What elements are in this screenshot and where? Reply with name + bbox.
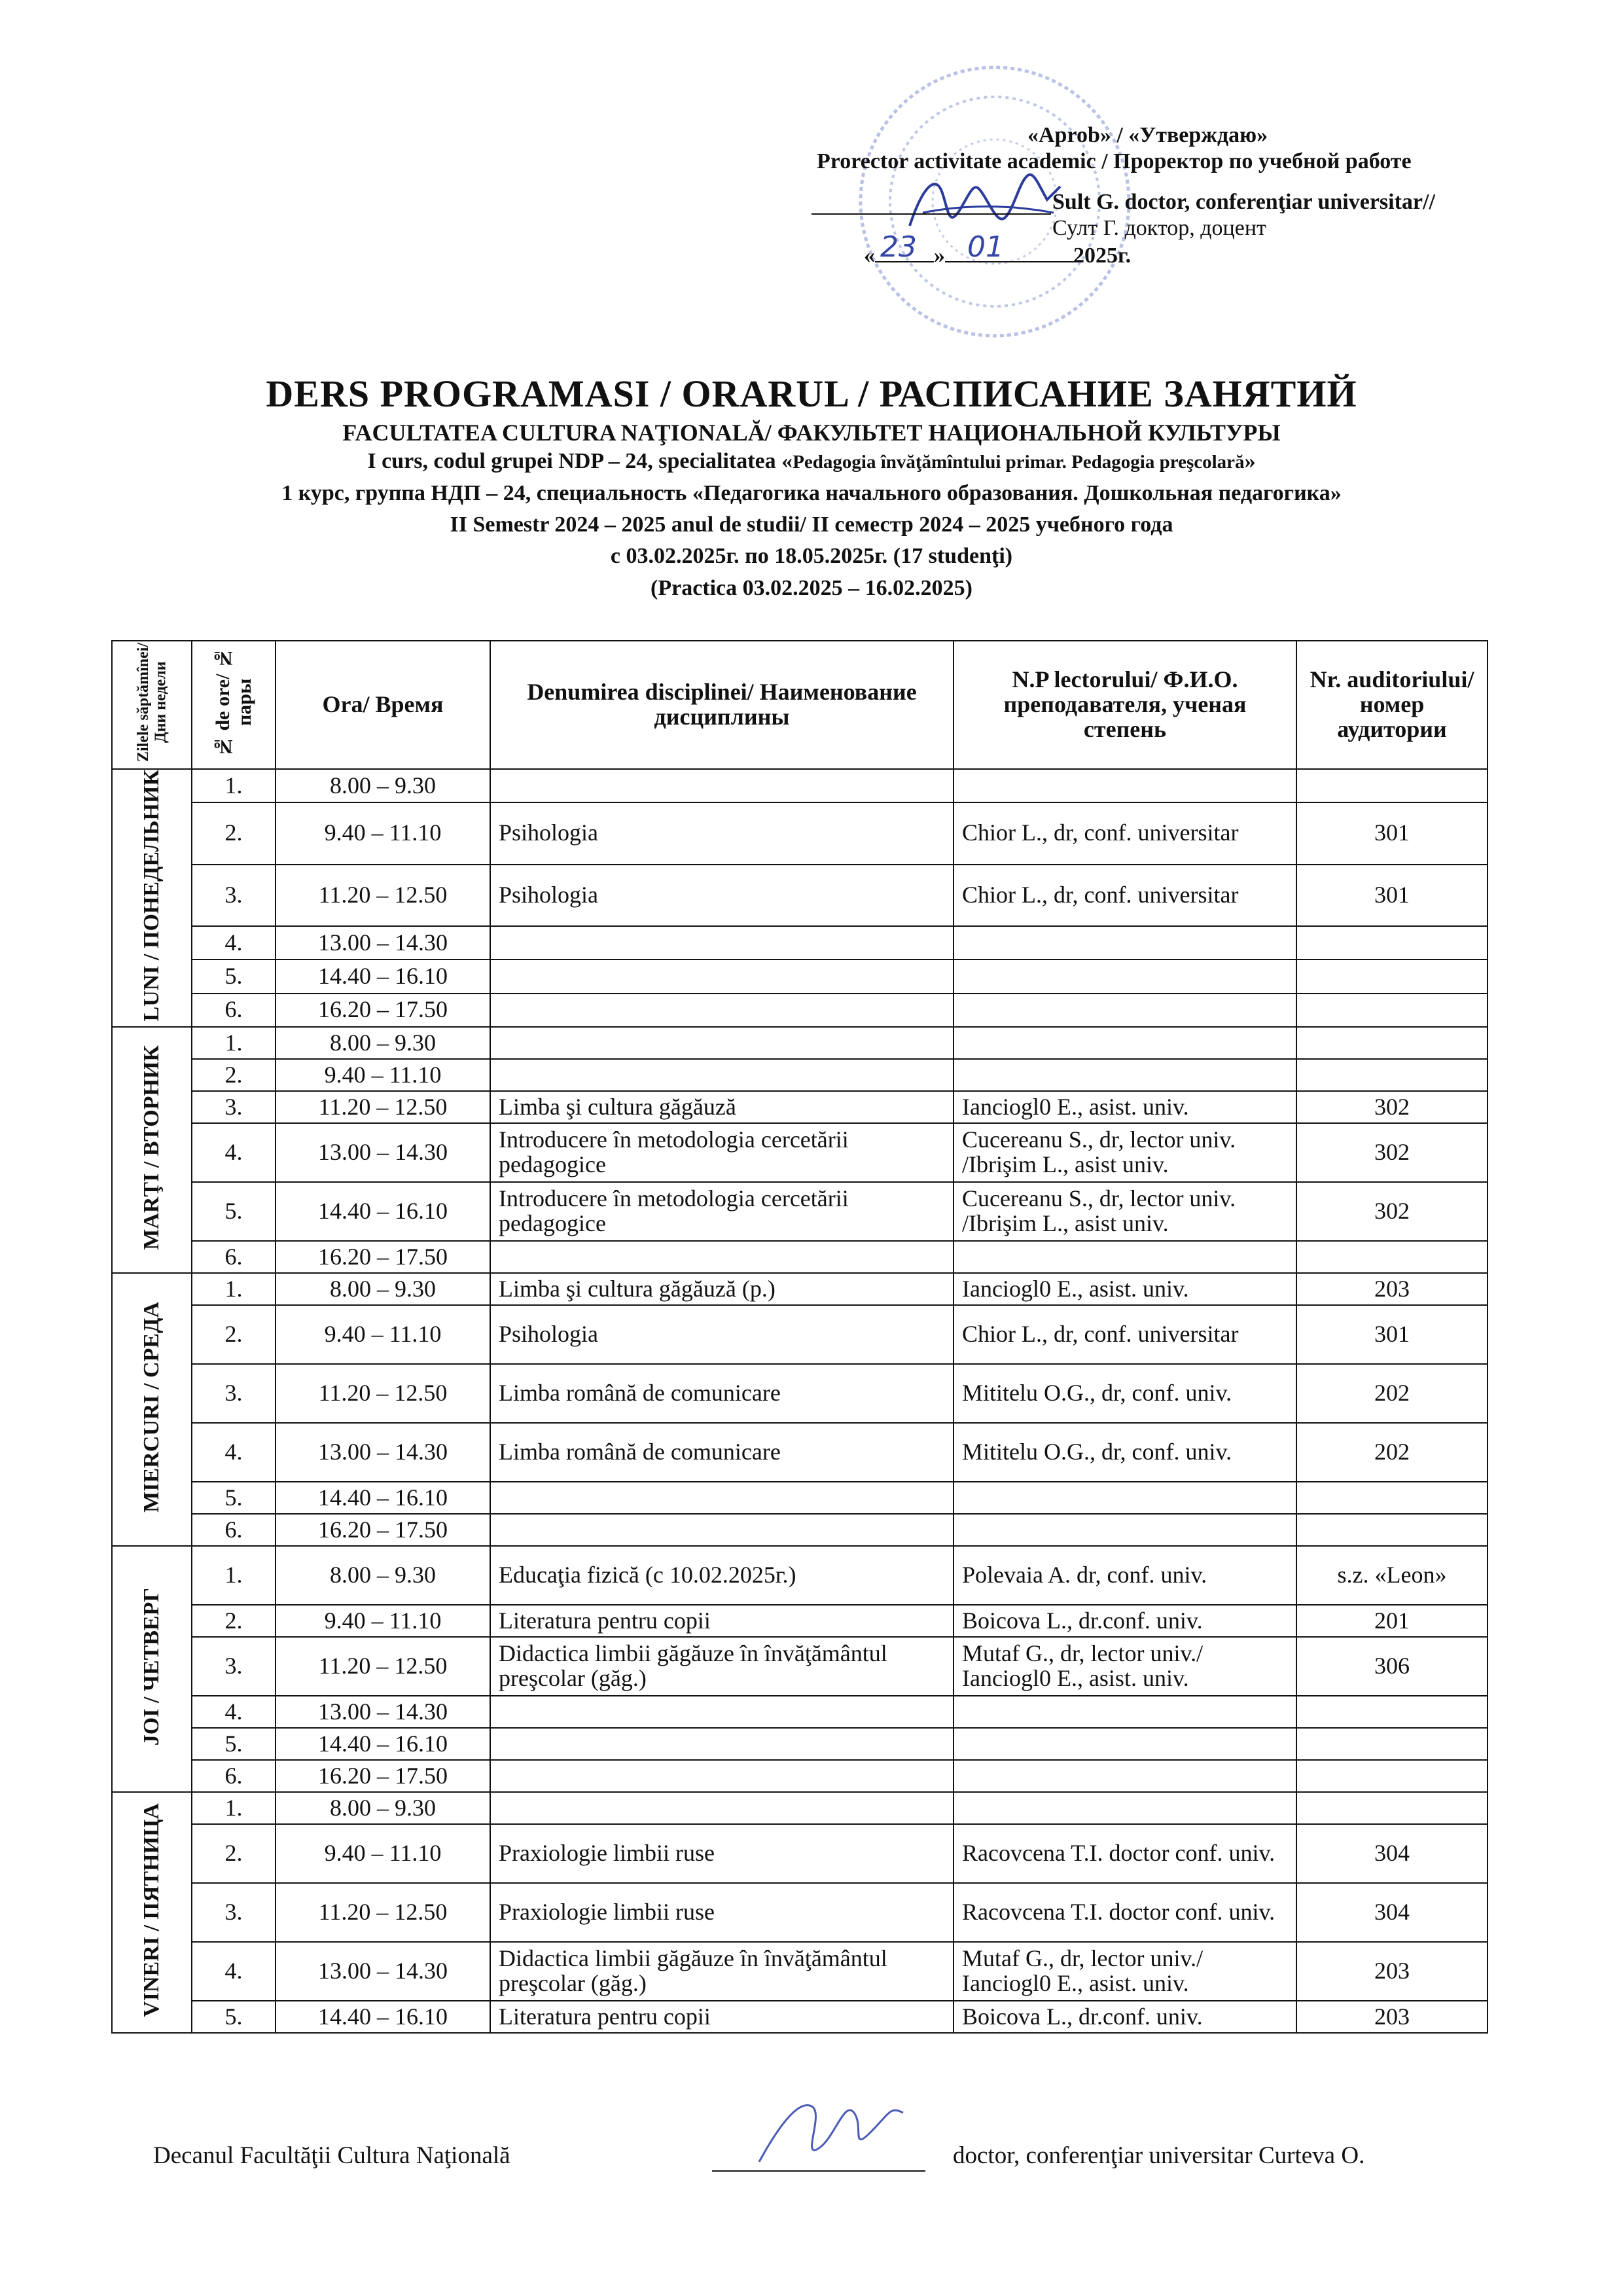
pair-time: 9.40 – 11.10 (276, 1605, 490, 1637)
pair-time: 8.00 – 9.30 (276, 1792, 490, 1824)
discipline-cell: Introducere în metodologia cercetării pedagogice (490, 1182, 954, 1241)
pair-time: 11.20 – 12.50 (276, 1883, 490, 1942)
lecturer-cell (954, 1482, 1296, 1514)
discipline-cell (490, 1696, 954, 1728)
pair-number: 6. (192, 1241, 276, 1273)
header-nr: № de ore/ № пары (192, 641, 276, 769)
pair-number: 4. (192, 1123, 276, 1182)
lecturer-cell: Mutaf G., dr, lector univ./ Ianciogl0 E., asist. univ. (954, 1942, 1296, 2001)
pair-time: 16.20 – 17.50 (276, 994, 490, 1027)
lecturer-cell (954, 1728, 1296, 1760)
pair-time: 11.20 – 12.50 (276, 1364, 490, 1423)
prorector-name-ru: Султ Г. доктор, доцент (1052, 216, 1266, 240)
pair-number: 3. (192, 865, 276, 926)
table-row (112, 994, 1488, 1027)
pair-number: 6. (192, 1514, 276, 1546)
approval-year: 2025г. (1073, 243, 1132, 268)
room-cell (1296, 1514, 1488, 1546)
table-row (112, 1273, 1488, 1305)
semester-line: II Semestr 2024 – 2025 anul de studii/ II семестр 2024 – 2025 учебного года (450, 512, 1173, 537)
lecturer-cell (954, 1514, 1296, 1546)
table-row (112, 1514, 1488, 1546)
pair-time: 14.40 – 16.10 (276, 1728, 490, 1760)
pair-number: 5. (192, 1482, 276, 1514)
faculty-name: FACULTATEA CULTURA NAŢIONALĂ/ ФАКУЛЬТЕТ НАЦИОНАЛЬНОЙ КУЛЬТУРЫ (342, 420, 1281, 446)
table-row (112, 1059, 1488, 1091)
pair-number: 1. (192, 1027, 276, 1059)
discipline-cell: Praxiologie limbii ruse (490, 1824, 954, 1883)
discipline-cell: Literatura pentru copii (490, 1605, 954, 1637)
pair-number: 1. (192, 1546, 276, 1605)
pair-time: 11.20 – 12.50 (276, 1637, 490, 1696)
discipline-cell: Psihologia (490, 802, 954, 864)
discipline-cell: Limba română de comunicare (490, 1423, 954, 1482)
discipline-cell: Didactica limbii găgăuze în învăţământul preşcolar (găg.) (490, 1637, 954, 1696)
table-row (112, 960, 1488, 993)
room-cell: 304 (1296, 1883, 1488, 1942)
lecturer-cell: Ianciogl0 E., asist. univ. (954, 1091, 1296, 1123)
room-cell (1296, 1760, 1488, 1792)
schedule-table (111, 640, 1488, 2034)
lecturer-cell: Racovcena T.I. doctor conf. univ. (954, 1824, 1296, 1883)
day-name: VINERI / ПЯТНИЦА (139, 1803, 164, 2017)
pair-number: 2. (192, 1824, 276, 1883)
lecturer-cell: Cucereanu S., dr, lector univ. /Ibrişim L., asist univ. (954, 1123, 1296, 1182)
pair-time: 9.40 – 11.10 (276, 802, 490, 864)
discipline-cell (490, 1241, 954, 1273)
lecturer-cell (954, 1059, 1296, 1091)
room-cell (1296, 994, 1488, 1027)
room-cell (1296, 1059, 1488, 1091)
lecturer-cell: Chior L., dr, conf. universitar (954, 865, 1296, 926)
pair-number: 6. (192, 1760, 276, 1792)
pair-time: 13.00 – 14.30 (276, 1696, 490, 1728)
discipline-cell: Limba română de comunicare (490, 1364, 954, 1423)
table-row (112, 1241, 1488, 1273)
prorector-signature-icon (897, 167, 1067, 239)
room-cell (1296, 1728, 1488, 1760)
room-cell (1296, 1696, 1488, 1728)
table-row (112, 1637, 1488, 1696)
table-row (112, 769, 1488, 802)
table-row (112, 1792, 1488, 1824)
room-cell (1296, 769, 1488, 802)
room-cell (1296, 1482, 1488, 1514)
handwritten-day: 23 (880, 230, 917, 264)
pair-number: 5. (192, 960, 276, 993)
day-name-cell (112, 1027, 192, 1273)
discipline-cell: Limba şi cultura găgăuză (p.) (490, 1273, 954, 1305)
pair-time: 14.40 – 16.10 (276, 1482, 490, 1514)
header-room: Nr. auditoriului/ номер аудитории (1296, 641, 1488, 769)
pair-number: 1. (192, 769, 276, 802)
table-row (112, 802, 1488, 864)
table-row (112, 1364, 1488, 1423)
header-lecturer: N.P lectorului/ Ф.И.О. преподавателя, ученая степень (954, 641, 1296, 769)
discipline-cell (490, 1792, 954, 1824)
pair-time: 9.40 – 11.10 (276, 1305, 490, 1364)
lecturer-cell (954, 1027, 1296, 1059)
signature-line (812, 213, 1051, 215)
pair-number: 5. (192, 1182, 276, 1241)
pair-number: 3. (192, 1637, 276, 1696)
day-name: JOI / ЧЕТВЕРГ (139, 1587, 164, 1746)
pair-time: 8.00 – 9.30 (276, 1027, 490, 1059)
pair-number: 4. (192, 1942, 276, 2001)
pair-time: 9.40 – 11.10 (276, 1824, 490, 1883)
day-name-cell (112, 769, 192, 1027)
discipline-cell: Psihologia (490, 865, 954, 926)
room-cell (1296, 1241, 1488, 1273)
discipline-cell (490, 1514, 954, 1546)
pair-time: 16.20 – 17.50 (276, 1514, 490, 1546)
lecturer-cell (954, 1696, 1296, 1728)
discipline-cell: Psihologia (490, 1305, 954, 1364)
lecturer-cell: Cucereanu S., dr, lector univ. /Ibrişim L., asist univ. (954, 1182, 1296, 1241)
pair-number: 5. (192, 2001, 276, 2033)
lecturer-cell: Mutaf G., dr, lector univ./ Ianciogl0 E., asist. univ. (954, 1637, 1296, 1696)
document-title: DERS PROGRAMASI / ORARUL / РАСПИСАНИЕ ЗАНЯТИЙ (266, 372, 1357, 415)
day-name-cell (112, 1273, 192, 1546)
discipline-cell: Didactica limbii găgăuze în învăţământul preşcolar (găg.) (490, 1942, 954, 2001)
specialty-name-ro: Pedagogia învăţămîntului primar. Pedagogia preşcolară (793, 452, 1245, 473)
room-cell: 203 (1296, 1942, 1488, 2001)
prorector-name-ro: Sult G. doctor, conferenţiar universitar// (1052, 190, 1435, 214)
pair-number: 2. (192, 1605, 276, 1637)
day-name-cell (112, 1792, 192, 2033)
room-cell: 302 (1296, 1182, 1488, 1241)
header-time: Ora/ Время (276, 641, 490, 769)
lecturer-cell: Chior L., dr, conf. universitar (954, 1305, 1296, 1364)
discipline-cell: Literatura pentru copii (490, 2001, 954, 2033)
pair-number: 3. (192, 1364, 276, 1423)
room-cell (1296, 960, 1488, 993)
pair-time: 11.20 – 12.50 (276, 865, 490, 926)
table-row (112, 926, 1488, 960)
table-row (112, 1605, 1488, 1637)
room-cell: 202 (1296, 1364, 1488, 1423)
pair-number: 5. (192, 1728, 276, 1760)
lecturer-cell (954, 1792, 1296, 1824)
table-row (112, 1883, 1488, 1942)
pair-number: 4. (192, 1696, 276, 1728)
room-cell (1296, 1027, 1488, 1059)
pair-time: 14.40 – 16.10 (276, 960, 490, 993)
pair-number: 1. (192, 1792, 276, 1824)
room-cell: 301 (1296, 865, 1488, 926)
discipline-cell (490, 1482, 954, 1514)
table-row (112, 1760, 1488, 1792)
lecturer-cell (954, 994, 1296, 1027)
room-cell: 304 (1296, 1824, 1488, 1883)
room-cell: 203 (1296, 2001, 1488, 2033)
lecturer-cell: Polevaia A. dr, conf. univ. (954, 1546, 1296, 1605)
discipline-cell (490, 1059, 954, 1091)
pair-number: 3. (192, 1091, 276, 1123)
lecturer-cell: Mititelu O.G., dr, conf. univ. (954, 1423, 1296, 1482)
table-row (112, 1123, 1488, 1182)
table-row (112, 1824, 1488, 1883)
group-code-ro: I curs, codul grupei NDP – 24, specialitatea « (367, 449, 793, 473)
pair-number: 2. (192, 1059, 276, 1091)
pair-time: 11.20 – 12.50 (276, 1091, 490, 1123)
room-cell: 306 (1296, 1637, 1488, 1696)
discipline-cell: Limba şi cultura găgăuză (490, 1091, 954, 1123)
day-name: MARŢI / ВТОРНИК (139, 1045, 164, 1250)
lecturer-cell: Boicova L., dr.conf. univ. (954, 2001, 1296, 2033)
pair-time: 13.00 – 14.30 (276, 1942, 490, 2001)
discipline-cell: Praxiologie limbii ruse (490, 1883, 954, 1942)
date-close-quote: » (934, 243, 945, 268)
day-name-cell (112, 1546, 192, 1792)
lecturer-cell: Mititelu O.G., dr, conf. univ. (954, 1364, 1296, 1423)
prorector-position: Prorector activitate academic / Проректор по учебной работе (817, 149, 1412, 173)
room-cell: 201 (1296, 1605, 1488, 1637)
pair-number: 2. (192, 802, 276, 864)
pair-number: 3. (192, 1883, 276, 1942)
pair-number: 2. (192, 1305, 276, 1364)
room-cell: 302 (1296, 1123, 1488, 1182)
table-row (112, 1942, 1488, 2001)
table-row (112, 2001, 1488, 2033)
pair-time: 14.40 – 16.10 (276, 2001, 490, 2033)
lecturer-cell (954, 1760, 1296, 1792)
date-open-quote: « (864, 243, 875, 268)
room-cell: 301 (1296, 802, 1488, 864)
dean-label: Decanul Facultăţii Cultura Naţională (153, 2142, 510, 2169)
dean-title-name: doctor, conferenţiar universitar Curteva O. (953, 2142, 1365, 2169)
lecturer-cell: Ianciogl0 E., asist. univ. (954, 1273, 1296, 1305)
discipline-cell (490, 769, 954, 802)
room-cell (1296, 926, 1488, 960)
room-cell: s.z. «Leon» (1296, 1546, 1488, 1605)
room-cell (1296, 1792, 1488, 1824)
day-name: MIERCURI / СРЕДА (139, 1301, 164, 1513)
table-row (112, 1182, 1488, 1241)
pair-time: 13.00 – 14.30 (276, 926, 490, 960)
lecturer-cell: Boicova L., dr.conf. univ. (954, 1605, 1296, 1637)
lecturer-cell: Chior L., dr, conf. universitar (954, 802, 1296, 864)
table-row (112, 1696, 1488, 1728)
period-line: с 03.02.2025г. по 18.05.2025г. (17 studenţi) (610, 544, 1013, 568)
discipline-cell (490, 994, 954, 1027)
lecturer-cell (954, 1241, 1296, 1273)
discipline-cell (490, 1728, 954, 1760)
approval-title: «Aprob» / «Утверждаю» (1027, 123, 1268, 147)
pair-number: 6. (192, 994, 276, 1027)
header-discipline: Denumirea disciplinei/ Наименование дисциплины (490, 641, 954, 769)
table-row (112, 1482, 1488, 1514)
pair-time: 14.40 – 16.10 (276, 1182, 490, 1241)
pair-time: 16.20 – 17.50 (276, 1241, 490, 1273)
table-row (112, 1305, 1488, 1364)
table-row (112, 1091, 1488, 1123)
pair-number: 1. (192, 1273, 276, 1305)
header-day: Zilele săptămînei/ Дни недели (112, 641, 192, 769)
pair-number: 4. (192, 926, 276, 960)
discipline-cell: Educaţia fizică (c 10.02.2025г.) (490, 1546, 954, 1605)
table-row (112, 1423, 1488, 1482)
lecturer-cell: Racovcena T.I. doctor conf. univ. (954, 1883, 1296, 1942)
table-header-row (112, 641, 1488, 769)
handwritten-month: 01 (967, 230, 1004, 264)
discipline-cell (490, 926, 954, 960)
pair-time: 13.00 – 14.30 (276, 1423, 490, 1482)
discipline-cell: Introducere în metodologia cercetării pedagogice (490, 1123, 954, 1182)
pair-time: 13.00 – 14.30 (276, 1123, 490, 1182)
discipline-cell (490, 1027, 954, 1059)
room-cell: 203 (1296, 1273, 1488, 1305)
group-specialty-ro (0, 449, 1623, 474)
discipline-cell (490, 1760, 954, 1792)
lecturer-cell (954, 769, 1296, 802)
specialty-close-quote: » (1244, 449, 1256, 473)
table-row (112, 1728, 1488, 1760)
day-name: LUNI / ПОНЕДЕЛЬНИК (139, 769, 164, 1022)
room-cell: 202 (1296, 1423, 1488, 1482)
room-cell: 302 (1296, 1091, 1488, 1123)
group-specialty-ru: 1 курс, группа НДП – 24, специальность «Педагогика начального образования. Дошкольная педагогика» (281, 481, 1342, 505)
pair-time: 9.40 – 11.10 (276, 1059, 490, 1091)
pair-time: 8.00 – 9.30 (276, 1273, 490, 1305)
pair-time: 8.00 – 9.30 (276, 769, 490, 802)
table-row (112, 865, 1488, 926)
pair-time: 8.00 – 9.30 (276, 1546, 490, 1605)
lecturer-cell (954, 960, 1296, 993)
pair-number: 4. (192, 1423, 276, 1482)
dean-signature-icon (740, 2087, 910, 2172)
table-row (112, 1546, 1488, 1605)
discipline-cell (490, 960, 954, 993)
table-row (112, 1027, 1488, 1059)
room-cell: 301 (1296, 1305, 1488, 1364)
lecturer-cell (954, 926, 1296, 960)
practice-line: (Practica 03.02.2025 – 16.02.2025) (651, 576, 972, 600)
date-month-blank (945, 244, 1082, 262)
pair-time: 16.20 – 17.50 (276, 1760, 490, 1792)
